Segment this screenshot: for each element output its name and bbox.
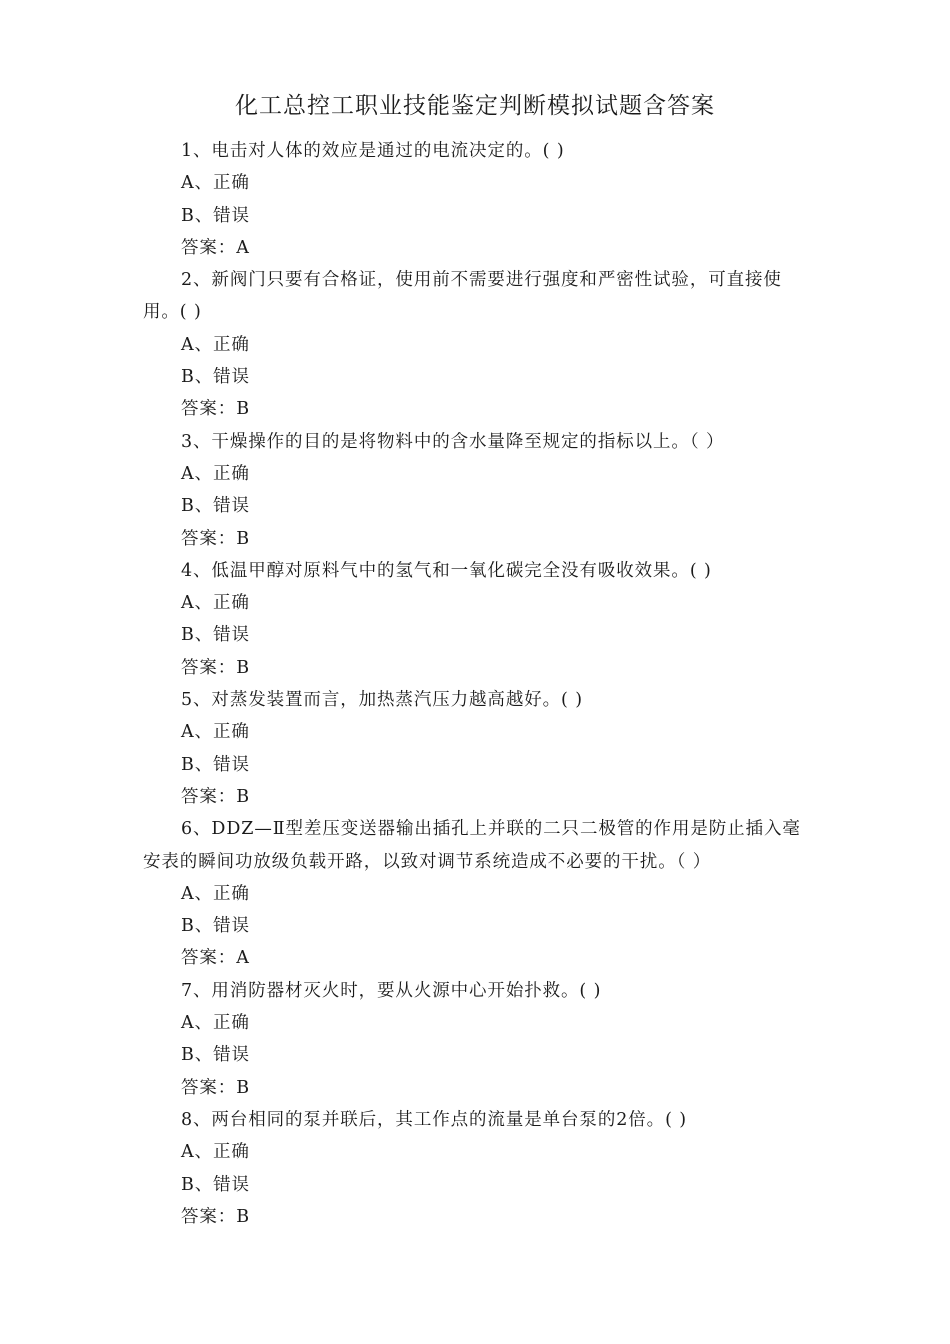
- option-a: A、正确: [181, 334, 250, 355]
- option-b: B、错误: [181, 916, 250, 937]
- question-item: [143, 555, 813, 684]
- question-stem: 2、新阀门只要有合格证，使用前不需要进行强度和严密性试验，可直接使用。( ): [143, 270, 782, 323]
- question-stem: 5、对蒸发装置而言，加热蒸汽压力越高越好。( ): [181, 690, 583, 711]
- option-b: B、错误: [181, 1174, 250, 1195]
- answer-line: 答案：B: [181, 1206, 250, 1227]
- option-b: B、错误: [181, 1045, 250, 1066]
- option-b: B、错误: [181, 625, 250, 646]
- question-item: [143, 975, 813, 1104]
- page-title: 化工总控工职业技能鉴定判断模拟试题含答案: [235, 93, 715, 119]
- question-stem: 7、用消防器材灭火时，要从火源中心开始扑救。( ): [181, 980, 602, 1001]
- option-b: B、错误: [181, 496, 250, 517]
- option-a: A、正确: [181, 463, 250, 484]
- option-a: A、正确: [181, 883, 250, 904]
- question-item: [143, 813, 813, 974]
- question-stem: 3、干燥操作的目的是将物料中的含水量降至规定的指标以上。（ ）: [181, 431, 725, 452]
- question-list: [143, 135, 813, 1233]
- option-a: A、正确: [181, 1142, 250, 1163]
- option-b: B、错误: [181, 754, 250, 775]
- answer-line: 答案：A: [181, 237, 250, 258]
- answer-line: 答案：B: [181, 528, 250, 549]
- option-a: A、正确: [181, 1013, 250, 1034]
- answer-line: 答案：B: [181, 1077, 250, 1098]
- question-stem: 1、电击对人体的效应是通过的电流决定的。( ): [181, 141, 565, 161]
- question-item: [143, 1104, 813, 1233]
- option-a: A、正确: [181, 173, 250, 194]
- question-stem: 8、两台相同的泵并联后，其工作点的流量是单台泵的2倍。( ): [181, 1109, 687, 1130]
- answer-line: 答案：B: [181, 786, 250, 807]
- question-item: [143, 135, 813, 264]
- answer-line: 答案：A: [181, 948, 250, 969]
- option-a: A、正确: [181, 593, 250, 614]
- question-item: [143, 684, 813, 813]
- answer-line: 答案：B: [181, 399, 250, 420]
- question-stem: 4、低温甲醇对原料气中的氢气和一氧化碳完全没有吸收效果。( ): [181, 560, 712, 581]
- option-b: B、错误: [181, 205, 250, 226]
- option-b: B、错误: [181, 367, 250, 388]
- answer-line: 答案：B: [181, 657, 250, 678]
- question-item: [143, 426, 813, 555]
- question-item: [143, 264, 813, 425]
- question-stem: 6、DDZ—Ⅱ型差压变送器输出插孔上并联的二只二极管的作用是防止插入毫安表的瞬间功放级负载开路，以致对调节系统造成不必要的干扰。（ ）: [143, 819, 801, 872]
- option-a: A、正确: [181, 722, 250, 743]
